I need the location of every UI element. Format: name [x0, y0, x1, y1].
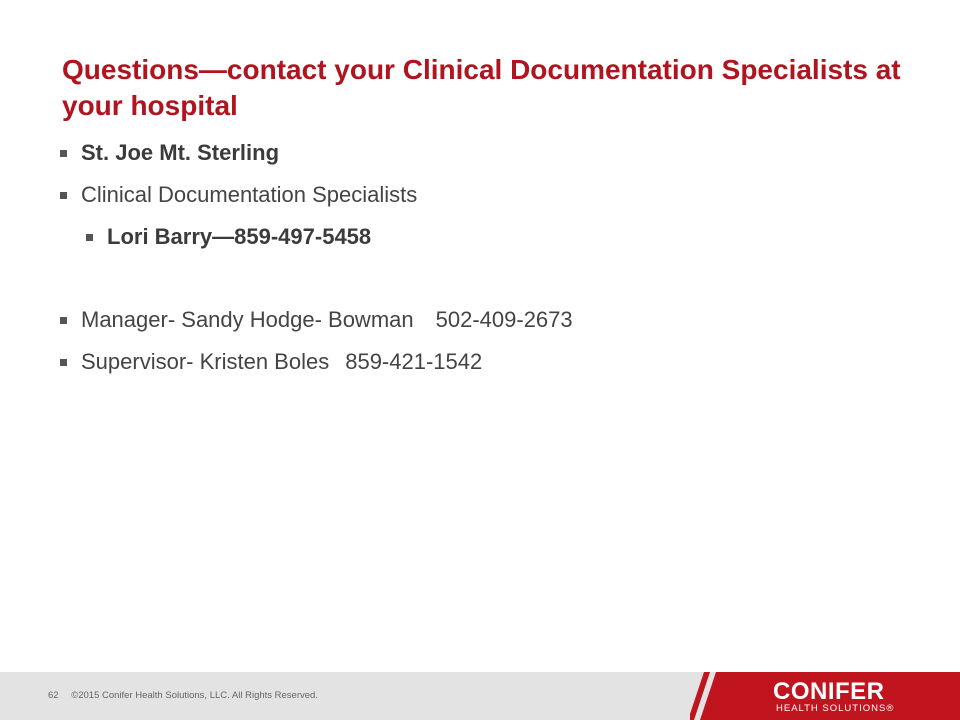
footer-text	[48, 690, 318, 701]
square-bullet-icon	[60, 150, 67, 157]
conifer-logo-tagline: HEALTH SOLUTIONS®	[776, 703, 895, 714]
copyright-text: ©2015 Conifer Health Solutions, LLC. All Rights Reserved.	[71, 690, 318, 701]
page-number: 62	[48, 690, 59, 701]
manager-label: Manager- Sandy Hodge- Bowman	[81, 307, 414, 332]
bullet-text: Lori Barry—859-497-5458	[107, 224, 372, 249]
supervisor-label: Supervisor- Kristen Boles	[81, 349, 330, 374]
bullet-supervisor	[60, 349, 482, 375]
square-bullet-icon	[60, 317, 67, 324]
bullet-specialists-heading	[60, 182, 417, 208]
square-bullet-icon	[60, 359, 67, 366]
bullet-manager	[60, 307, 573, 333]
slide-title: Questions—contact your Clinical Documentation Specialists at your hospital	[62, 54, 901, 121]
conifer-logo-wordmark: CONIFER	[773, 678, 885, 705]
square-bullet-icon	[60, 192, 67, 199]
bullet-text: Clinical Documentation Specialists	[81, 182, 418, 207]
supervisor-phone: 859-421-1542	[345, 349, 483, 374]
manager-phone: 502-409-2673	[435, 307, 573, 332]
square-bullet-icon	[86, 234, 93, 241]
bullet-hospital	[60, 140, 279, 166]
bullet-text: St. Joe Mt. Sterling	[81, 140, 280, 165]
sub-bullet-specialist	[86, 224, 371, 250]
